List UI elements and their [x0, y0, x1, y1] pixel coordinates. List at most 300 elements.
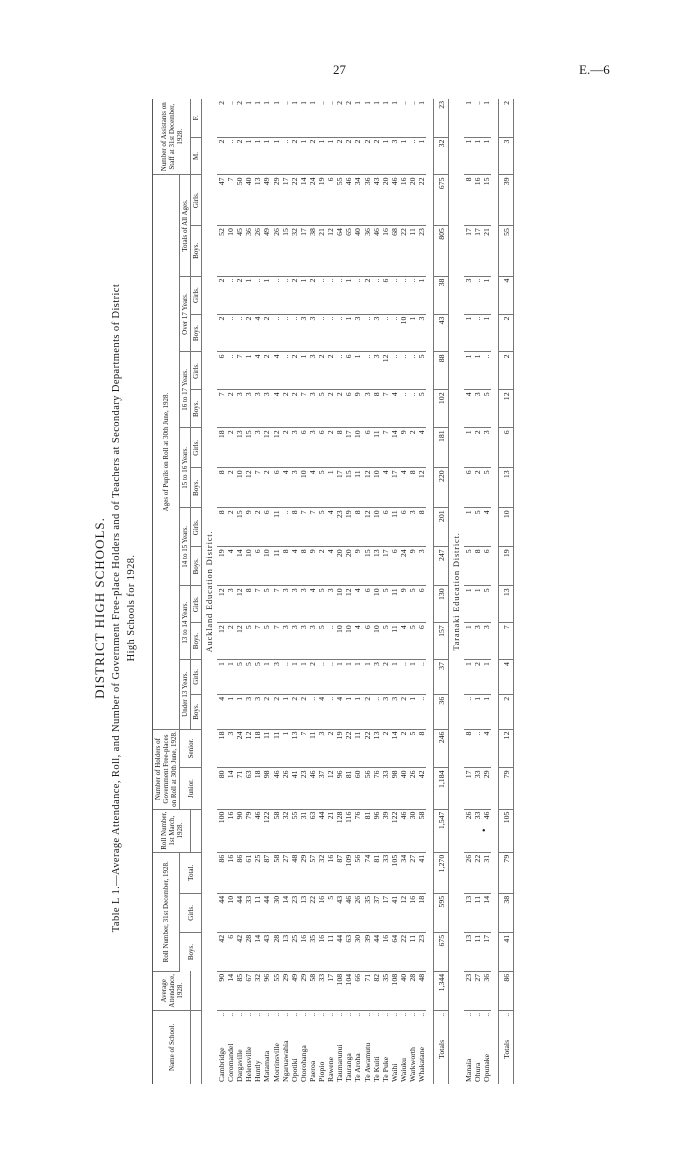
- table-cell: 6: [417, 586, 426, 623]
- table-cell: 11: [390, 586, 399, 623]
- table-cell: 2: [299, 694, 308, 729]
- header-13-girls: Girls.: [191, 586, 202, 623]
- table-cell: 32: [317, 852, 326, 893]
- table-cell: 16: [317, 893, 326, 932]
- table-cell: 2: [262, 694, 271, 729]
- table-cell: 5: [317, 390, 326, 428]
- table-cell: 19: [344, 508, 353, 547]
- table-cell: 5: [253, 660, 262, 695]
- table-cell: 3: [417, 547, 426, 586]
- table-cell: 31: [299, 809, 308, 852]
- totals-cell: 157: [434, 623, 449, 660]
- leader-dots: ..: [335, 1012, 345, 1017]
- table-cell: 46: [372, 226, 381, 277]
- header-15-to-16: 15 to 16 Years.: [180, 428, 191, 508]
- school-name: Paeroa: [307, 1060, 317, 1082]
- table-cell: 19: [317, 175, 326, 226]
- table-cell: 23: [335, 508, 344, 547]
- school-name: Otorohanga: [298, 1045, 308, 1082]
- table-cell: 85: [235, 971, 244, 1010]
- table-cell: 1: [482, 660, 491, 695]
- table-cell: 4: [272, 352, 281, 390]
- table-cell: 33: [244, 893, 253, 932]
- table-cell: 1: [272, 137, 281, 175]
- table-cell: 98: [262, 768, 271, 809]
- table-cell: 16: [408, 893, 417, 932]
- table-cell: 2: [363, 137, 372, 175]
- table-cell: 12: [381, 352, 390, 390]
- table-cell: 6: [226, 932, 235, 971]
- header-free-place-holders: Number of Holders of Government Free-places on Roll at 30th June, 1928.: [153, 729, 180, 809]
- table-cell: 79: [244, 809, 253, 852]
- table-cell: 80: [217, 768, 226, 809]
- table-cell: 5: [482, 586, 491, 623]
- header-assist-f: F.: [191, 99, 202, 137]
- table-cell: 14: [226, 768, 235, 809]
- header-name-sub: [191, 1010, 202, 1084]
- table-cell: 7: [235, 352, 244, 390]
- table-cell: 2: [381, 729, 390, 768]
- table-cell: 58: [272, 852, 281, 893]
- table-row: [317, 99, 326, 1084]
- table-cell: 25: [290, 932, 299, 971]
- school-name-cell: [390, 1010, 399, 1084]
- table-cell: 1: [308, 99, 317, 137]
- table-cell: 1: [390, 660, 399, 695]
- totals-cell: 13: [499, 468, 514, 508]
- totals-cell: 86: [499, 971, 514, 1010]
- table-cell: 35: [381, 971, 390, 1010]
- table-row: [217, 99, 226, 1084]
- table-cell: 6: [272, 468, 281, 508]
- table-cell: ..: [290, 314, 299, 352]
- table-cell: 17: [473, 226, 482, 277]
- totals-cell: 1,344: [434, 971, 449, 1010]
- totals-cell: 201: [434, 508, 449, 547]
- table-cell: 2: [290, 352, 299, 390]
- header-14-girls: Girls.: [191, 508, 202, 547]
- totals-cell: 246: [434, 729, 449, 768]
- table-cell: 8: [299, 547, 308, 586]
- header-15-girls: Girls.: [191, 428, 202, 468]
- table-cell: 5: [381, 623, 390, 660]
- table-row: [363, 99, 372, 1084]
- totals-label-cell: [499, 1010, 514, 1084]
- table-cell: 1: [363, 660, 372, 695]
- school-name-cell: [482, 1010, 491, 1084]
- table-cell: 2: [217, 276, 226, 314]
- table-cell: 20: [408, 175, 417, 226]
- table-cell: 50: [235, 175, 244, 226]
- header-senior: Senior.: [180, 729, 202, 768]
- table-cell: 1: [353, 352, 362, 390]
- table-cell: 2: [335, 137, 344, 175]
- table-cell: ..: [326, 99, 335, 137]
- table-cell: ..: [226, 99, 235, 137]
- table-cell: ..: [363, 352, 372, 390]
- table-cell: 6: [217, 352, 226, 390]
- table-cell: 36: [363, 175, 372, 226]
- table-row: [353, 99, 362, 1084]
- table-cell: ..: [399, 660, 408, 695]
- totals-cell: 7: [499, 623, 514, 660]
- table-cell: 4: [253, 352, 262, 390]
- table-cell: 11: [473, 893, 482, 932]
- table-cell: 63: [308, 809, 317, 852]
- totals-cell: 675: [434, 175, 449, 226]
- table-cell: 2: [272, 694, 281, 729]
- table-cell: 9: [399, 428, 408, 468]
- totals-cell: 23: [434, 99, 449, 137]
- table-cell: 8: [281, 547, 290, 586]
- leader-dots: ..: [217, 1012, 226, 1017]
- table-cell: 2: [363, 276, 372, 314]
- table-cell: 18: [253, 729, 262, 768]
- school-name-cell: [372, 1010, 381, 1084]
- table-row: [308, 99, 317, 1084]
- table-cell: 17: [464, 226, 473, 277]
- table-cell: 4: [326, 508, 335, 547]
- table-row: [344, 99, 353, 1084]
- table-cell: 44: [217, 893, 226, 932]
- table-cell: 28: [244, 932, 253, 971]
- school-name: Morrinsville: [271, 1043, 281, 1082]
- table-cell: 27: [408, 852, 417, 893]
- table-cell: 8: [217, 508, 226, 547]
- table-cell: 17: [390, 468, 399, 508]
- table-cell: ..: [281, 137, 290, 175]
- table-cell: ..: [390, 352, 399, 390]
- totals-cell: 79: [499, 768, 514, 809]
- table-cell: 46: [399, 809, 408, 852]
- school-name: Te Awamutu: [362, 1042, 372, 1082]
- table-cell: 5: [317, 468, 326, 508]
- table-cell: 26: [408, 768, 417, 809]
- table-cell: 98: [390, 768, 399, 809]
- totals-cell: 2: [499, 694, 514, 729]
- header-totals-all-ages: Totals of All Ages.: [180, 175, 191, 276]
- table-cell: 23: [464, 971, 473, 1010]
- school-name: Matamata: [262, 1050, 272, 1082]
- table-cell: 7: [299, 390, 308, 428]
- table-cell: 17: [381, 547, 390, 586]
- leader-dots: ..: [280, 1012, 290, 1017]
- table-cell: 3: [299, 314, 308, 352]
- section-heading-row: [449, 99, 465, 1084]
- table-cell: 12: [344, 586, 353, 623]
- table-cell: 6: [317, 428, 326, 468]
- table-cell: 1: [262, 660, 271, 695]
- table-cell: 11: [272, 508, 281, 547]
- table-cell: 19: [217, 547, 226, 586]
- table-cell: 1: [464, 586, 473, 623]
- table-cell: 17: [482, 932, 491, 971]
- table-cell: 44: [235, 893, 244, 932]
- table-cell: 3: [308, 314, 317, 352]
- table-cell: 2: [262, 468, 271, 508]
- school-name-cell: [235, 1010, 244, 1084]
- table-cell: ..: [317, 314, 326, 352]
- table-cell: 1: [244, 99, 253, 137]
- table-cell: 4: [399, 623, 408, 660]
- table-cell: 12: [363, 468, 372, 508]
- table-cell: ..: [464, 694, 473, 729]
- table-cell: 3: [235, 390, 244, 428]
- table-cell: ..: [281, 276, 290, 314]
- table-cell: 37: [317, 768, 326, 809]
- table-cell: 13: [290, 729, 299, 768]
- table-cell: 3: [244, 390, 253, 428]
- table-cell: 2: [290, 276, 299, 314]
- table-cell: 17: [464, 768, 473, 809]
- table-cell: ..: [317, 99, 326, 137]
- table-cell: 3: [262, 390, 271, 428]
- table-cell: 13: [464, 893, 473, 932]
- table-cell: 11: [390, 623, 399, 660]
- table-cell: 3: [253, 694, 262, 729]
- table-cell: 4: [353, 623, 362, 660]
- table-cell: 1: [381, 137, 390, 175]
- table-cell: 4: [281, 468, 290, 508]
- table-cell: 2: [344, 99, 353, 137]
- table-cell: 23: [299, 768, 308, 809]
- totals-cell: 38: [499, 893, 514, 932]
- school-name-cell: [281, 1010, 290, 1084]
- school-name-cell: [217, 1010, 226, 1084]
- table-cell: 9: [308, 547, 317, 586]
- table-cell: 10: [353, 428, 362, 468]
- table-cell: 2: [308, 660, 317, 695]
- table-cell: 1: [244, 276, 253, 314]
- table-row: [335, 99, 344, 1084]
- table-cell: ..: [372, 276, 381, 314]
- table-cell: 11: [262, 729, 271, 768]
- table-cell: 16: [381, 226, 390, 277]
- table-cell: 38: [308, 226, 317, 277]
- table-cell: 42: [417, 768, 426, 809]
- school-name: Te Kuiti: [371, 1056, 381, 1082]
- header-avg-sub: [191, 971, 202, 1010]
- table-cell: 22: [290, 175, 299, 226]
- table-cell: 33: [317, 971, 326, 1010]
- table-cell: 43: [335, 893, 344, 932]
- table-cell: 16: [226, 809, 235, 852]
- table-cell: 36: [363, 226, 372, 277]
- table-cell: ..: [399, 276, 408, 314]
- table-cell: ..: [326, 694, 335, 729]
- table-cell: 17: [281, 175, 290, 226]
- table-cell: 4: [253, 314, 262, 352]
- table-cell: ..: [272, 276, 281, 314]
- table-cell: 2: [217, 314, 226, 352]
- totals-cell: 10: [499, 508, 514, 547]
- table-cell: 2: [473, 468, 482, 508]
- table-cell: 1: [299, 352, 308, 390]
- school-name: Coromandel: [226, 1043, 236, 1082]
- table-cell: ..: [235, 314, 244, 352]
- table-cell: 116: [344, 809, 353, 852]
- table-cell: 3: [417, 314, 426, 352]
- totals-cell: 105: [499, 809, 514, 852]
- table-cell: 1: [372, 99, 381, 137]
- table-cell: 30: [353, 932, 362, 971]
- table-cell: 25: [253, 852, 262, 893]
- table-cell: 10: [372, 623, 381, 660]
- table-cell: 1: [226, 694, 235, 729]
- table-cell: 1: [262, 137, 271, 175]
- table-cell: 22: [308, 893, 317, 932]
- table-cell: 13: [253, 175, 262, 226]
- leader-dots: ..: [482, 1012, 492, 1017]
- table-cell: ..: [417, 660, 426, 695]
- header-13-boys: Boys.: [191, 623, 202, 660]
- table-cell: ..: [408, 390, 417, 428]
- table-cell: 5: [408, 729, 417, 768]
- stray-mark: •: [482, 826, 486, 837]
- table-cell: 14: [281, 893, 290, 932]
- table-cell: 55: [272, 971, 281, 1010]
- table-cell: 36: [244, 226, 253, 277]
- table-cell: 1: [381, 99, 390, 137]
- table-cell: 1: [317, 137, 326, 175]
- table-row: [408, 99, 417, 1084]
- leader-dots: ..: [317, 1012, 327, 1017]
- table-cell: 46: [482, 809, 491, 852]
- table-cell: 2: [290, 694, 299, 729]
- school-name-cell: [464, 1010, 473, 1084]
- table-cell: 14: [482, 893, 491, 932]
- table-cell: 3: [363, 390, 372, 428]
- table-cell: 55: [290, 809, 299, 852]
- table-cell: 1: [217, 660, 226, 695]
- table-cell: 11: [408, 932, 417, 971]
- table-cell: 5: [317, 586, 326, 623]
- table-cell: 2: [363, 694, 372, 729]
- table-cell: 15: [363, 547, 372, 586]
- table-cell: 13: [372, 729, 381, 768]
- totals-cell: 39: [499, 175, 514, 226]
- table-cell: 12: [399, 893, 408, 932]
- table-cell: 1: [482, 99, 491, 137]
- table-cell: 6: [363, 586, 372, 623]
- school-name-cell: [417, 1010, 426, 1084]
- table-cell: 24: [235, 729, 244, 768]
- table-cell: 11: [353, 468, 362, 508]
- table-cell: 16: [317, 932, 326, 971]
- table-cell: ..: [390, 276, 399, 314]
- header-name-of-school: Name of School.: [153, 1010, 191, 1084]
- school-name: Piopio: [317, 1061, 327, 1082]
- table-cell: 96: [335, 768, 344, 809]
- table-cell: 15: [235, 508, 244, 547]
- table-body: [202, 99, 514, 1084]
- table-cell: 41: [390, 893, 399, 932]
- table-cell: 5: [317, 623, 326, 660]
- school-name: Rawene: [326, 1056, 336, 1082]
- table-cell: 3: [408, 508, 417, 547]
- table-cell: 13: [464, 932, 473, 971]
- table-cell: 14: [390, 729, 399, 768]
- table-cell: 2: [408, 428, 417, 468]
- table-row: [262, 99, 271, 1084]
- table-cell: 57: [308, 852, 317, 893]
- table-cell: 2: [226, 623, 235, 660]
- table-cell: 90: [217, 971, 226, 1010]
- table-cell: 1: [244, 352, 253, 390]
- table-cell: 33: [473, 768, 482, 809]
- table-cell: 58: [272, 809, 281, 852]
- table-cell: 1: [253, 99, 262, 137]
- totals-cell: 1,184: [434, 768, 449, 809]
- table-cell: 65: [344, 226, 353, 277]
- table-cell: 1: [326, 137, 335, 175]
- table-cell: 24: [399, 547, 408, 586]
- table-cell: ..: [281, 352, 290, 390]
- table-cell: 26: [464, 809, 473, 852]
- table-cell: 4: [217, 694, 226, 729]
- table-cell: 42: [217, 932, 226, 971]
- totals-cell: 3: [499, 137, 514, 175]
- table-cell: 17: [299, 226, 308, 277]
- table-cell: 2: [473, 660, 482, 695]
- table-cell: 3: [308, 623, 317, 660]
- table-cell: 81: [363, 809, 372, 852]
- table-cell: 26: [353, 893, 362, 932]
- table-cell: 3: [226, 729, 235, 768]
- leader-dots: ..: [362, 1012, 372, 1017]
- table-cell: 1: [281, 729, 290, 768]
- table-cell: ..: [408, 276, 417, 314]
- totals-cell: 88: [434, 352, 449, 390]
- table-cell: 2: [326, 390, 335, 428]
- table-cell: 4: [272, 390, 281, 428]
- table-cell: 1: [408, 660, 417, 695]
- table-cell: 30: [272, 893, 281, 932]
- table-cell: 23: [417, 932, 426, 971]
- table-cell: 11: [272, 729, 281, 768]
- table-cell: 10: [372, 586, 381, 623]
- table-cell: 2: [335, 99, 344, 137]
- table-cell: 11: [326, 932, 335, 971]
- table-cell: 1: [281, 694, 290, 729]
- table-row: [473, 99, 482, 1084]
- table-cell: 11: [272, 547, 281, 586]
- table-cell: 8: [417, 729, 426, 768]
- table-cell: 6: [326, 175, 335, 226]
- table-cell: 1: [482, 137, 491, 175]
- table-cell: 2: [262, 314, 271, 352]
- table-cell: ..: [308, 694, 317, 729]
- school-name-cell: [335, 1010, 344, 1084]
- school-name-cell: [290, 1010, 299, 1084]
- table-cell: 2: [262, 352, 271, 390]
- totals-cell: 595: [434, 893, 449, 932]
- table-cell: 44: [317, 809, 326, 852]
- table-cell: 10: [372, 468, 381, 508]
- table-cell: 3: [473, 623, 482, 660]
- table-cell: ..: [226, 276, 235, 314]
- table-cell: 42: [235, 932, 244, 971]
- table-cell: 7: [272, 586, 281, 623]
- table-cell: 1: [326, 468, 335, 508]
- table-row: [399, 99, 408, 1084]
- table-cell: 33: [381, 852, 390, 893]
- header-roll-girls: Girls.: [180, 893, 202, 932]
- table-cell: 17: [335, 468, 344, 508]
- table-cell: 1: [299, 276, 308, 314]
- table-cell: 81: [372, 852, 381, 893]
- table-cell: 3: [290, 623, 299, 660]
